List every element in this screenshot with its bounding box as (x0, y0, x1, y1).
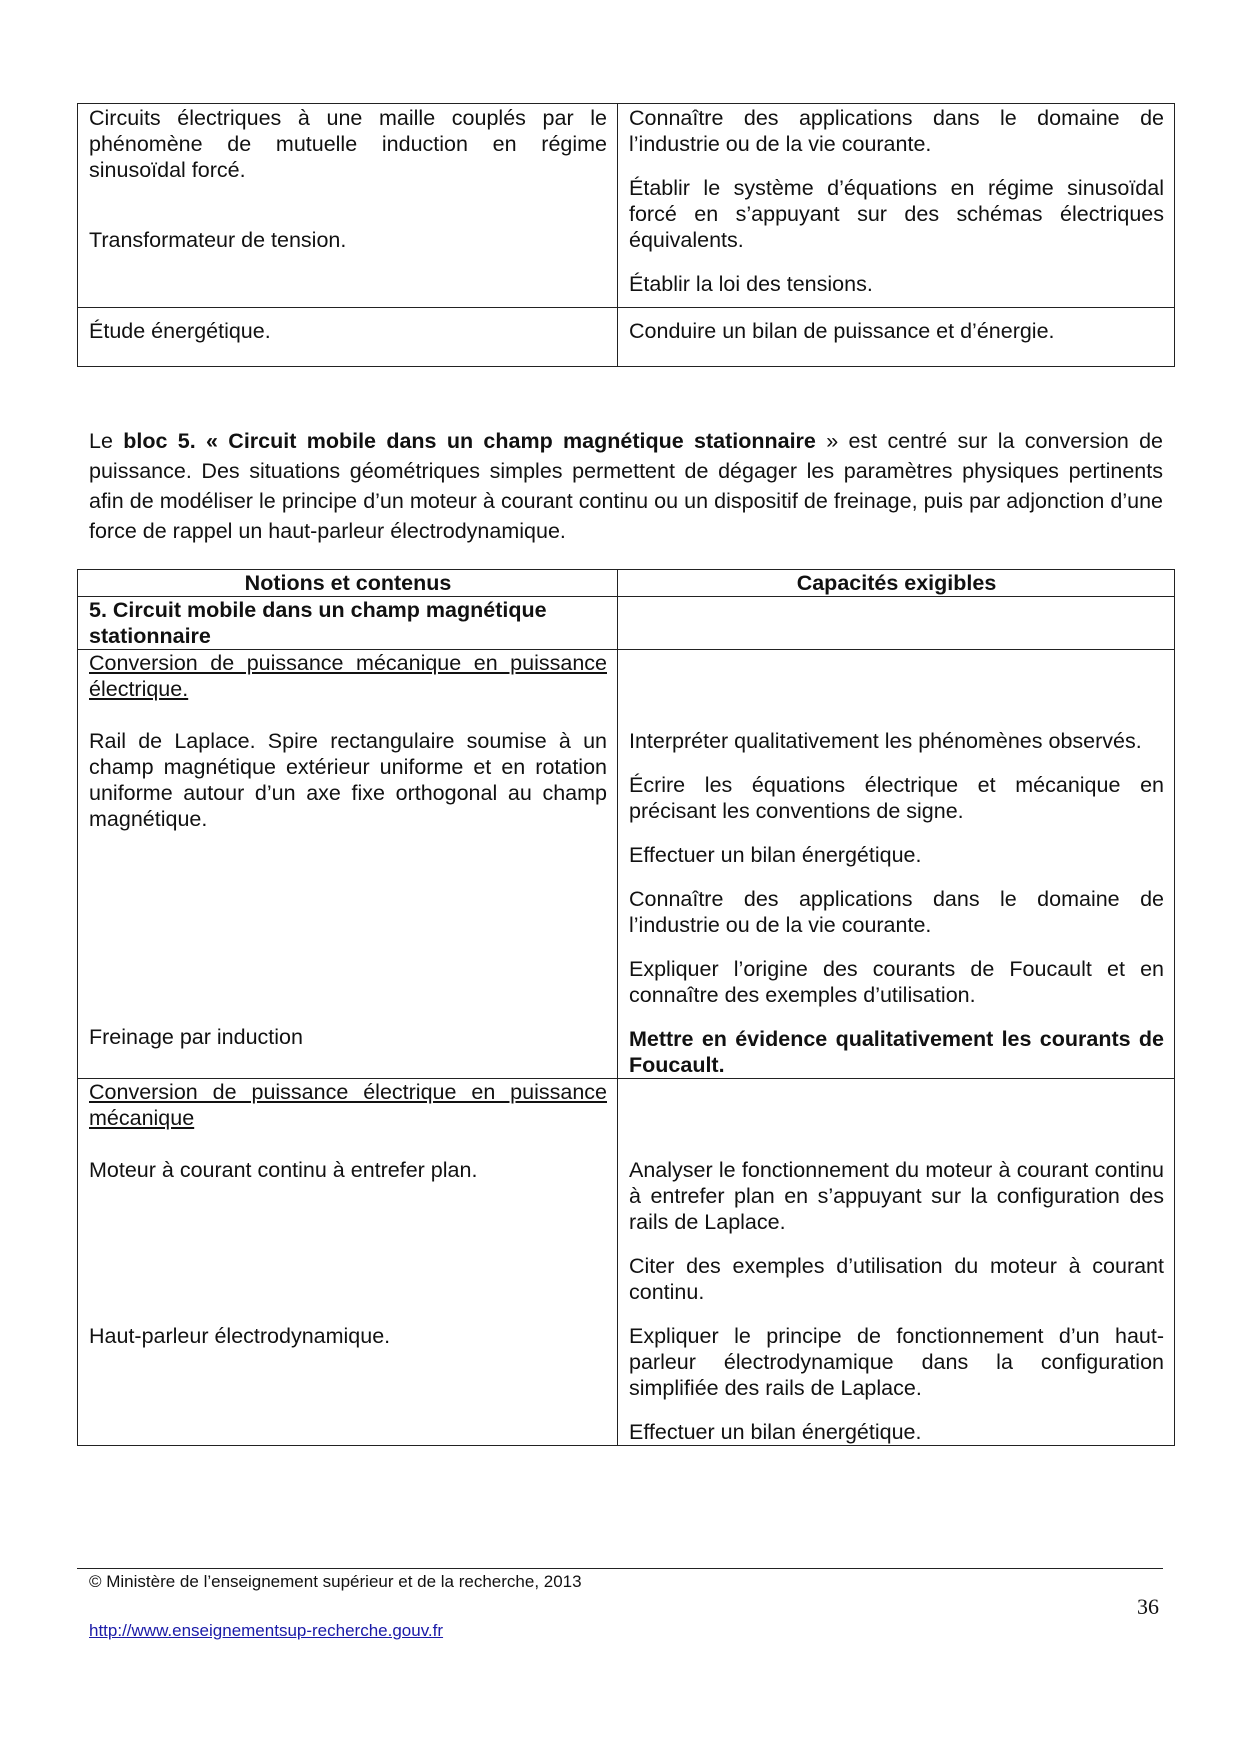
notion-rail-laplace: Rail de Laplace. Spire rectangulaire soumise à un champ magnétique extérieur uniforme et en rotation uniforme autour d’un axe fixe orthogonal au champ magnétique. (89, 729, 607, 831)
table-header-row (78, 570, 1175, 597)
capacite-item: Expliquer l’origine des courants de Foucault et en connaître des exemples d’utilisation. (629, 957, 1164, 1007)
notions-cell (78, 1079, 618, 1446)
capacite-item: Établir la loi des tensions. (629, 272, 873, 296)
page-number: 36 (1137, 1594, 1159, 1619)
table-row (78, 104, 1175, 308)
notions-cell (78, 308, 618, 367)
intro-bloc-title: bloc 5. « Circuit mobile dans un champ magnétique stationnaire (123, 429, 816, 453)
capacite-item-bold: Mettre en évidence qualitativement les courants de Foucault. (629, 1027, 1164, 1077)
capacite-item: Établir le système d’équations en régime sinusoïdal forcé en s’appuyant sur des schémas électriques équivalents. (629, 176, 1164, 252)
notion-haut-parleur: Haut-parleur électrodynamique. (89, 1324, 391, 1348)
capacite-item: Citer des exemples d’utilisation du moteur à courant continu. (629, 1254, 1164, 1304)
capacite-item: Écrire les équations électrique et mécanique en précisant les conventions de signe. (629, 773, 1164, 823)
capacite-item: Expliquer le principe de fonctionnement d’un haut-parleur électrodynamique dans la configuration simplifiée des rails de Laplace. (629, 1324, 1164, 1400)
table-row (78, 1079, 1175, 1446)
footer-divider (77, 1568, 1163, 1569)
capacite-item: Effectuer un bilan énergétique. (629, 1420, 922, 1444)
capacite-item: Conduire un bilan de puissance et d’énergie. (629, 319, 1055, 343)
capacites-cell (618, 104, 1175, 308)
table-bloc5 (77, 569, 1175, 1446)
table-row (78, 308, 1175, 367)
capacites-cell (618, 308, 1175, 367)
empty-cell (618, 597, 1175, 650)
section-title: 5. Circuit mobile dans un champ magnétique stationnaire (78, 597, 618, 650)
block-title-elec-meca: Conversion de puissance électrique en puissance mécanique (89, 1080, 607, 1130)
footer-copyright: © Ministère de l’enseignement supérieur et de la recherche, 2013 (89, 1572, 582, 1591)
table-block4-end (77, 103, 1175, 367)
intro-prefix: Le (89, 429, 124, 453)
footer-url-link[interactable]: http://www.enseignementsup-recherche.gouv.fr (89, 1621, 444, 1640)
intro-text: » est centré sur la conversion de puissance. Des situations géométriques simples permettent de dégager les paramètres physiques pertinents afin de modéliser le principe d’un moteur à courant continu ou un dispositif de freinage, puis par adjonction d’une force de rappel un haut-parleur électrodynamique. (89, 429, 1164, 543)
notion-freinage: Freinage par induction (89, 1025, 303, 1049)
block-title-meca-elec: Conversion de puissance mécanique en puissance électrique. (89, 651, 607, 701)
capacites-cell (618, 650, 1175, 1079)
notions-cell (78, 104, 618, 308)
notion-energetique: Étude énergétique. (89, 319, 271, 343)
table-row (78, 597, 1175, 650)
capacite-item: Connaître des applications dans le domaine de l’industrie ou de la vie courante. (629, 887, 1164, 937)
capacite-item: Analyser le fonctionnement du moteur à courant continu à entrefer plan en s’appuyant sur la configuration des rails de Laplace. (629, 1158, 1164, 1234)
capacite-item: Interpréter qualitativement les phénomènes observés. (629, 729, 1142, 753)
capacite-item: Effectuer un bilan énergétique. (629, 843, 922, 867)
notion-transformateur: Transformateur de tension. (89, 228, 347, 252)
column-header-notions: Notions et contenus (78, 570, 618, 597)
column-header-capacites: Capacités exigibles (618, 570, 1175, 597)
table-row (78, 650, 1175, 1079)
bloc5-intro-paragraph (89, 426, 1163, 546)
notion-moteur: Moteur à courant continu à entrefer plan. (89, 1158, 478, 1182)
notion-couplage: Circuits électriques à une maille couplés par le phénomène de mutuelle induction en régime sinusoïdal forcé. (89, 106, 607, 182)
capacites-cell (618, 1079, 1175, 1446)
capacite-item: Connaître des applications dans le domaine de l’industrie ou de la vie courante. (629, 106, 1164, 156)
notions-cell (78, 650, 618, 1079)
